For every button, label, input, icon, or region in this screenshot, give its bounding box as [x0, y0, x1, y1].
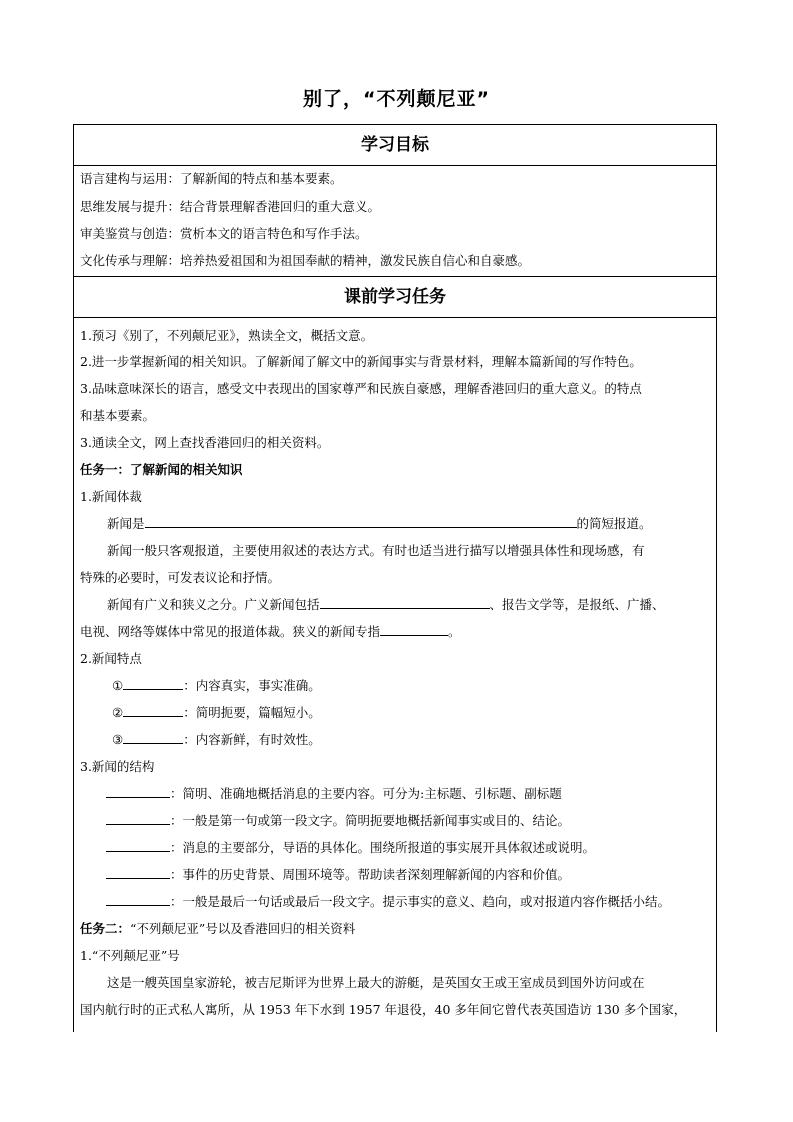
- fill-blank[interactable]: [106, 867, 170, 879]
- objective-item: 文化传承与理解：培养热爱祖国和为祖国奉献的精神，激发民族自信心和自豪感。: [80, 253, 531, 268]
- genre-paragraph: 新闻一般只客观报道，主要使用叙述的表达方式。有时也适当进行描写以增强具体性和现场感，有: [107, 543, 645, 558]
- genre-title: 1.新闻体裁: [80, 489, 142, 504]
- pretask-body: [74, 318, 716, 1033]
- feature-item: ① ：内容真实，事实准确。: [112, 678, 321, 693]
- structure-item: ：一般是最后一句话或最后一段文字。提示事实的意义、趋向，或对报道内容作概括小结。: [106, 892, 710, 910]
- fill-blank[interactable]: [380, 624, 448, 636]
- genre-paragraph: 新闻有广义和狭义之分。广义新闻包括 、报告文学等，是报纸、广播、: [107, 597, 665, 612]
- pretask-item: 1.预习《别了，不列颠尼亚》，熟读全文，概括文意。: [80, 328, 374, 343]
- genre-paragraph: 特殊的必要时，可发表议论和抒情。: [80, 570, 281, 585]
- fill-blank[interactable]: [123, 732, 183, 744]
- ship-title: 1.“不列颠尼亚”号: [80, 948, 180, 963]
- structure-title: 3.新闻的结构: [80, 759, 155, 774]
- features-title: 2.新闻特点: [80, 651, 142, 666]
- page-title: 别了，“不列颠尼亚”: [303, 88, 490, 110]
- fill-blank[interactable]: [106, 813, 170, 825]
- pretask-section: [73, 276, 717, 1032]
- pretask-item: 3.通读全文，网上查找香港回归的相关资料。: [80, 435, 330, 450]
- structure-item: ：简明、准确地概括消息的主要内容。可分为:主标题、引标题、副标题: [106, 784, 710, 802]
- objectives-heading: 学习目标: [74, 125, 716, 166]
- fill-blank[interactable]: [106, 840, 170, 852]
- fill-blank[interactable]: [123, 678, 183, 690]
- feature-item: ② ：简明扼要，篇幅短小。: [112, 705, 321, 720]
- genre-paragraph: 电视、网络等媒体中常见的报道体裁。狭义的新闻专指 。: [80, 624, 461, 639]
- task2-heading: 任务二：“不列颠尼亚”号以及香港回归的相关资料: [80, 921, 356, 936]
- genre-definition: 新闻是 的简短报道。: [107, 516, 652, 531]
- ship-paragraph: 国内航行时的正式私人寓所，从 1953 年下水到 1957 年退役，40 多年间它曾代表英国造访 130 多个国家，: [80, 1002, 687, 1017]
- objective-item: 语言建构与运用：了解新闻的特点和基本要素。: [80, 171, 343, 186]
- pretask-item: 3.品味意味深长的语言，感受文中表现出的国家尊严和民族自豪感，理解香港回归的重大意义。的特点: [80, 381, 642, 396]
- pretask-item: 2.进一步掌握新闻的相关知识。了解新闻了解文中的新闻事实与背景材料，理解本篇新闻的写作特色。: [80, 354, 642, 369]
- pretask-heading: 课前学习任务: [74, 277, 716, 318]
- fill-blank[interactable]: [106, 786, 170, 798]
- structure-item: ：一般是第一句或第一段文字。简明扼要地概括新闻事实或目的、结论。: [106, 811, 710, 829]
- fill-blank[interactable]: [123, 705, 183, 717]
- structure-item: ：事件的历史背景、周围环境等。帮助读者深刻理解新闻的内容和价值。: [106, 865, 710, 883]
- ship-paragraph: 这是一艘英国皇家游轮，被吉尼斯评为世界上最大的游艇，是英国女王或王室成员到国外访问或在: [107, 975, 645, 990]
- objectives-section: [73, 124, 717, 277]
- structure-item: ：消息的主要部分，导语的具体化。围绕所报道的事实展开具体叙述或说明。: [106, 838, 710, 856]
- fill-blank[interactable]: [320, 597, 490, 609]
- pretask-item: 和基本要素。: [80, 408, 156, 423]
- task1-heading: 任务一：了解新闻的相关知识: [80, 462, 243, 477]
- fill-blank[interactable]: [106, 894, 170, 906]
- objective-item: 审美鉴赏与创造：赏析本文的语言特色和写作手法。: [80, 226, 368, 241]
- fill-blank[interactable]: [145, 516, 577, 528]
- feature-item: ③ ：内容新鲜，有时效性。: [112, 732, 321, 747]
- objective-item: 思维发展与提升：结合背景理解香港回归的重大意义。: [80, 199, 381, 214]
